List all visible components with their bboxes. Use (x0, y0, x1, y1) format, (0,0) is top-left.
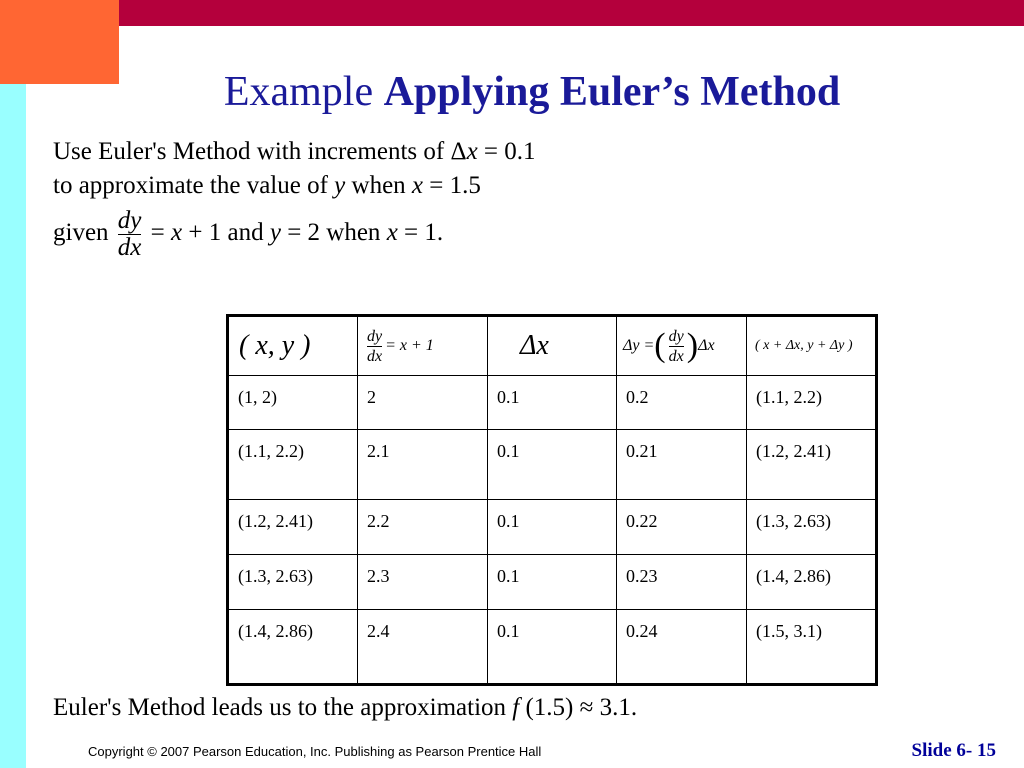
initial-y: = 2 when (280, 219, 387, 247)
cell-text: 0.1 (497, 511, 520, 531)
problem-line2-a: to approximate the value of (53, 172, 335, 199)
title-prefix: Example (223, 69, 374, 115)
header-dy-paren-open: ( (654, 327, 666, 364)
cell-slope (358, 376, 488, 430)
cell-next (747, 430, 877, 500)
cell-text: (1.3, 2.63) (238, 566, 313, 586)
cell-dy (617, 610, 747, 685)
cell-dx (488, 500, 617, 555)
header-dy-lhs: Δy = (623, 337, 655, 354)
cell-slope (358, 610, 488, 685)
header-dy-rhs: Δx (698, 337, 715, 354)
cell-point (228, 430, 358, 500)
cell-text: (1.5, 3.1) (756, 621, 822, 641)
var-x: x (171, 219, 183, 247)
problem-line1-text: Use Euler's Method with increments of (53, 138, 451, 165)
cell-dx (488, 376, 617, 430)
cell-text: 2.4 (367, 621, 390, 641)
cell-text: 0.1 (497, 566, 520, 586)
initial-x: = 1. (397, 219, 444, 247)
conclusion-line (53, 694, 637, 722)
cell-dx (488, 430, 617, 500)
table-header-row (228, 316, 877, 376)
slide-number: Slide 6- 15 (911, 740, 996, 761)
cell-text: 2 (367, 387, 376, 407)
cell-next (747, 610, 877, 685)
header-xy (228, 316, 358, 376)
cell-text: 2.3 (367, 566, 390, 586)
cell-point (228, 610, 358, 685)
cell-next (747, 376, 877, 430)
cell-text: (1.1, 2.2) (756, 387, 822, 407)
frac-denominator: dx (117, 234, 142, 261)
header-delta-x (488, 316, 617, 376)
cell-text: 0.1 (497, 621, 520, 641)
header-deriv-den: dx (367, 347, 383, 365)
cell-point (228, 500, 358, 555)
cell-text: 2.2 (367, 511, 390, 531)
header-dy-fraction (669, 327, 684, 366)
title-bold: Applying Euler’s Method (383, 69, 841, 115)
problem-line2-b: when (345, 172, 412, 199)
cell-point (228, 376, 358, 430)
cell-dx (488, 610, 617, 685)
cell-dy (617, 500, 747, 555)
conclusion-result: (1.5) ≈ 3.1. (519, 694, 638, 721)
var-x: x (386, 219, 398, 247)
cell-text: 0.21 (626, 441, 658, 461)
top-accent-bar (0, 0, 1024, 26)
table-row (228, 376, 877, 430)
header-deriv-num: dy (367, 327, 383, 345)
eq-sign: = (144, 219, 172, 247)
problem-line-2 (53, 172, 481, 200)
cell-text: 0.1 (497, 441, 520, 461)
cell-text: 0.2 (626, 387, 649, 407)
table-row (228, 555, 877, 610)
cell-text: (1.2, 2.41) (756, 441, 831, 461)
cell-text: (1.4, 2.86) (756, 566, 831, 586)
var-x: x (466, 138, 478, 165)
cell-text: 2.1 (367, 441, 390, 461)
header-deriv-rhs: = x + 1 (385, 337, 434, 354)
table-row (228, 610, 877, 685)
header-next-point (747, 316, 877, 376)
cell-text: 0.1 (497, 387, 520, 407)
header-derivative (358, 316, 488, 376)
cell-dy (617, 430, 747, 500)
var-y: y (334, 172, 346, 199)
var-x: x (411, 172, 424, 199)
cell-next (747, 555, 877, 610)
derivative-fraction (118, 208, 142, 261)
func-f: f (512, 694, 520, 721)
cell-text: 0.24 (626, 621, 658, 641)
cell-text: (1.4, 2.86) (238, 621, 313, 641)
cell-next (747, 500, 877, 555)
cell-text: 0.22 (626, 511, 658, 531)
cell-text: (1.2, 2.41) (238, 511, 313, 531)
cell-slope (358, 430, 488, 500)
cell-text: (1.1, 2.2) (238, 441, 304, 461)
frac-numerator: dy (117, 207, 142, 234)
copyright-text: Copyright © 2007 Pearson Education, Inc. Publishing as Pearson Prentice Hall (88, 744, 542, 759)
header-dy-num: dy (668, 327, 684, 345)
header-deriv-fraction (367, 327, 382, 366)
euler-table (226, 314, 878, 686)
problem-line-1 (53, 138, 536, 166)
cell-point (228, 555, 358, 610)
plus-one-and: + 1 and (182, 219, 270, 247)
cell-text: 0.23 (626, 566, 658, 586)
header-xy-text: ( x, y ) (239, 330, 311, 361)
given-label: given (53, 219, 115, 247)
target-value: = 1.5 (423, 172, 481, 199)
cell-text: (1, 2) (238, 387, 277, 407)
table-row (228, 430, 877, 500)
header-pair-text: ( x + Δx, y + Δy ) (755, 338, 853, 353)
header-delta-y (617, 316, 747, 376)
cell-dx (488, 555, 617, 610)
cell-dy (617, 555, 747, 610)
cell-slope (358, 500, 488, 555)
left-accent-bar (0, 84, 26, 768)
header-dy-den: dx (668, 347, 684, 365)
increment-value: = 0.1 (477, 138, 536, 165)
table-row (228, 500, 877, 555)
var-y: y (269, 219, 281, 247)
problem-line-3 (53, 208, 443, 264)
slide-title (0, 68, 1024, 116)
cell-slope (358, 555, 488, 610)
header-dy-paren-close: ) (686, 327, 699, 364)
cell-text: (1.3, 2.63) (756, 511, 831, 531)
header-delta-x-text: Δx (520, 330, 549, 361)
cell-dy (617, 376, 747, 430)
conclusion-text: Euler's Method leads us to the approximation (53, 694, 513, 721)
delta-symbol: Δ (450, 138, 467, 165)
